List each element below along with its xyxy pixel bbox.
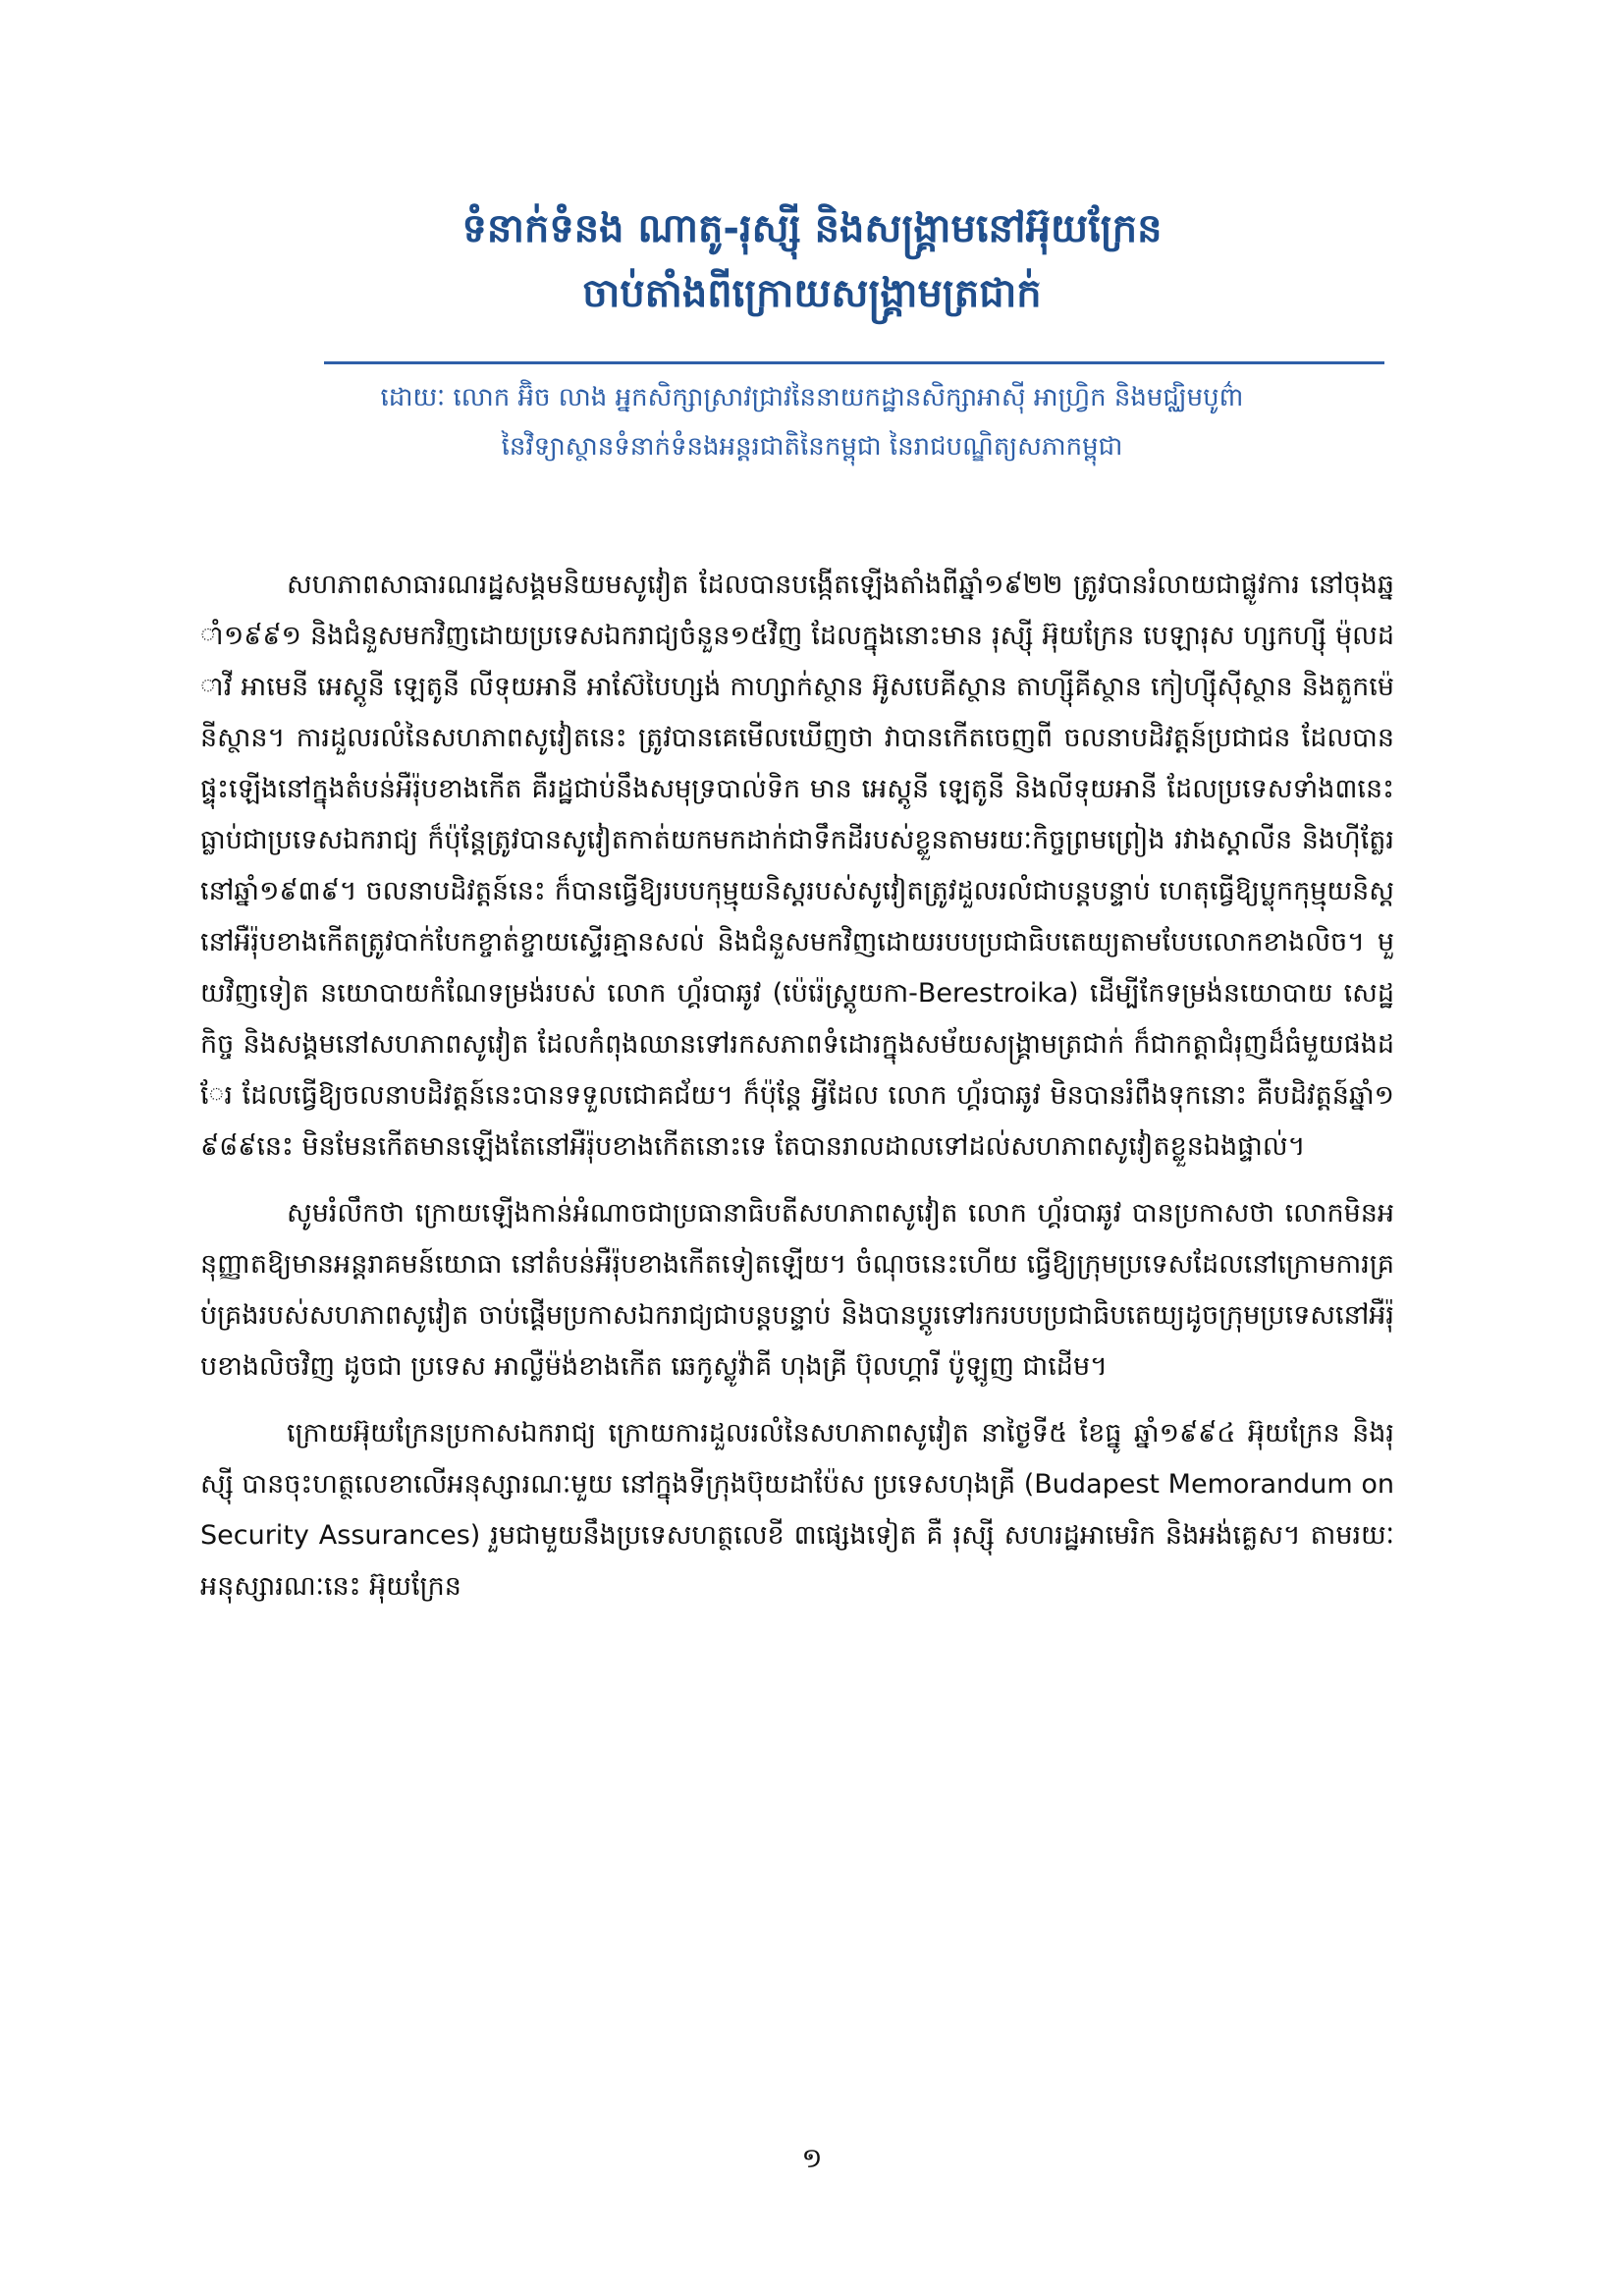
page-number: ១ (801, 2142, 823, 2174)
byline-line-2: នៃវិទ្យាស្ថានទំនាក់ទំនងអន្តរជាតិនៃកម្ពុជា នៃរាជបណ្ឌិត្យសភាកម្ពុជា (501, 432, 1123, 462)
paragraph-2: សូមរំលឹកថា ក្រោយឡើងកាន់អំណាចជាប្រធានាធិបតីសហភាពសូវៀត លោក ហ្គ័របាឆូវ បានប្រកាសថា លោកមិនអនុញ្ញាតឱ្យមានអន្តរាគមន៍យោធា នៅតំបន់អឺរ៉ុបខាងកើតទៀតឡើយ។ ចំណុចនេះហើយ ធ្វើឱ្យក្រុមប្រទេសដែលនៅក្រោមការគ្រប់គ្រងរបស់សហភាពសូវៀត ចាប់ផ្តើមប្រកាសឯករាជ្យជាបន្តបន្ទាប់ និងបានប្តូរទៅរករបបប្រជាធិបតេយ្យដូចក្រុមប្រទេសនៅអឺរ៉ុបខាងលិចវិញ ដូចជា ប្រទេស អាល្លឺម៉ង់ខាងកើត ឆេកូស្លូវ៉ាគី ហុងគ្រី ប៊ុលហ្គារី ប៉ូឡូញ ជាដើម។ (200, 1198, 1394, 1382)
author-byline (196, 373, 1428, 471)
title-line-1: ទំនាក់ទំនង ណាតូ-រុស្ស៊ី និងសង្គ្រាមនៅអ៊ុយក្រែន (461, 206, 1163, 251)
document-title (196, 196, 1428, 326)
paragraph-3: ក្រោយអ៊ុយក្រែនប្រកាសឯករាជ្យ ក្រោយការដួលរលំនៃសហភាពសូវៀត នាថ្ងៃទី៥ ខែធ្នូ ឆ្នាំ១៩៩៤ អ៊ុយក្រែន និងរុស្ស៊ី បានចុះហត្ថលេខាលើអនុស្សារណៈមួយ នៅក្នុងទីក្រុងប៊ុយដាប៉ែស ប្រទេសហុងគ្រី (Budapest Memorandum on Security Assurances) រួមជាមួយនឹងប្រទេសហត្ថលេខី ៣ផ្សេងទៀត គឺ រុស្ស៊ី សហរដ្ឋអាមេរិក និងអង់គ្លេស។ តាមរយៈអនុស្សារណៈនេះ អ៊ុយក្រែន (200, 1418, 1394, 1602)
title-line-2: ចាប់តាំងពីក្រោយសង្គ្រាមត្រជាក់ (582, 271, 1042, 316)
byline-line-1: ដោយៈ លោក អ៊ិច លាង អ្នកសិក្សាស្រាវជ្រាវនៃនាយកដ្ឋានសិក្សាអាស៊ី អាហ្វ្រិក និងមជ្ឈិមបូព៌ា (380, 383, 1244, 412)
title-divider (324, 361, 1384, 364)
article-body (200, 560, 1394, 1628)
paragraph-1: សហភាពសាធារណរដ្ឋសង្គមនិយមសូវៀត ដែលបានបង្កើតឡើងតាំងពីឆ្នាំ១៩២២ ត្រូវបានរំលាយជាផ្លូវការ នៅចុងឆ្នាំ១៩៩១ និងជំនួសមកវិញដោយប្រទេសឯករាជ្យចំនួន១៥វិញ ដែលក្នុងនោះមាន រុស្ស៊ី អ៊ុយក្រែន បេឡារុស ហ្សកហ្ស៊ី ម៉ុលដាវី អាមេនី អេស្តូនី ឡេតូនី លីទុយអានី អាស៊ែបៃហ្សង់ កាហ្សាក់ស្ថាន អ៊ូសបេគីស្ថាន តាហ្ស៊ីគីស្ថាន កៀហ្ស៊ីស៊ីស្ថាន និងតួកម៉េនីស្ថាន។ ការដួលរលំនៃសហភាពសូវៀតនេះ ត្រូវបានគេមើលឃើញថា វាបានកើតចេញពី ចលនាបដិវត្តន៍ប្រជាជន ដែលបានផ្ទុះឡើងនៅក្នុងតំបន់អឺរ៉ុបខាងកើត គឺរដ្ឋជាប់នឹងសមុទ្របាល់ទិក មាន អេស្តូនី ឡេតូនី និងលីទុយអានី ដែលប្រទេសទាំង៣នេះធ្លាប់ជាប្រទេសឯករាជ្យ ក៏ប៉ុន្តែត្រូវបានសូវៀតកាត់យកមកដាក់ជាទឹកដីរបស់ខ្លួនតាមរយៈកិច្ចព្រមព្រៀង រវាងស្តាលីន និងហ៊ីត្លែរ នៅឆ្នាំ១៩៣៩។ ចលនាបដិវត្តន៍នេះ ក៏បានធ្វើឱ្យរបបកុម្មុយនិស្តរបស់សូវៀតត្រូវដួលរលំជាបន្តបន្ទាប់ ហេតុធ្វើឱ្យប្លុកកុម្មុយនិស្ត នៅអឺរ៉ុបខាងកើតត្រូវបាក់បែកខ្ចាត់ខ្ចាយស្ទើរគ្មានសល់ និងជំនួសមកវិញដោយរបបប្រជាធិបតេយ្យតាមបែបលោកខាងលិច។ មួយវិញទៀត នយោបាយកំណែទម្រង់របស់ លោក ហ្គ័របាឆូវ (ប៉េរ៉េស្ត្រូយកា-Berestroika) ដើម្បីកែទម្រង់នយោបាយ សេដ្ឋកិច្ច និងសង្គមនៅសហភាពសូវៀត ដែលកំពុងឈានទៅរកសភាពទំដោរក្នុងសម័យសង្គ្រាមត្រជាក់ ក៏ជាកត្តាជំរុញដ៏ធំមួយផងដែរ ដែលធ្វើឱ្យចលនាបដិវត្តន៍នេះបានទទួលជោគជ័យ។ ក៏ប៉ុន្តែ អ្វីដែល លោក ហ្គ័របាឆូវ មិនបានរំពឹងទុកនោះ គឺបដិវត្តន៍ឆ្នាំ១៩៨៩នេះ មិនមែនកើតមានឡើងតែនៅអឺរ៉ុបខាងកើតនោះទេ តែបានរាលដាលទៅដល់សហភាពសូវៀតខ្លួនឯងផ្ទាល់។ (200, 570, 1394, 1162)
